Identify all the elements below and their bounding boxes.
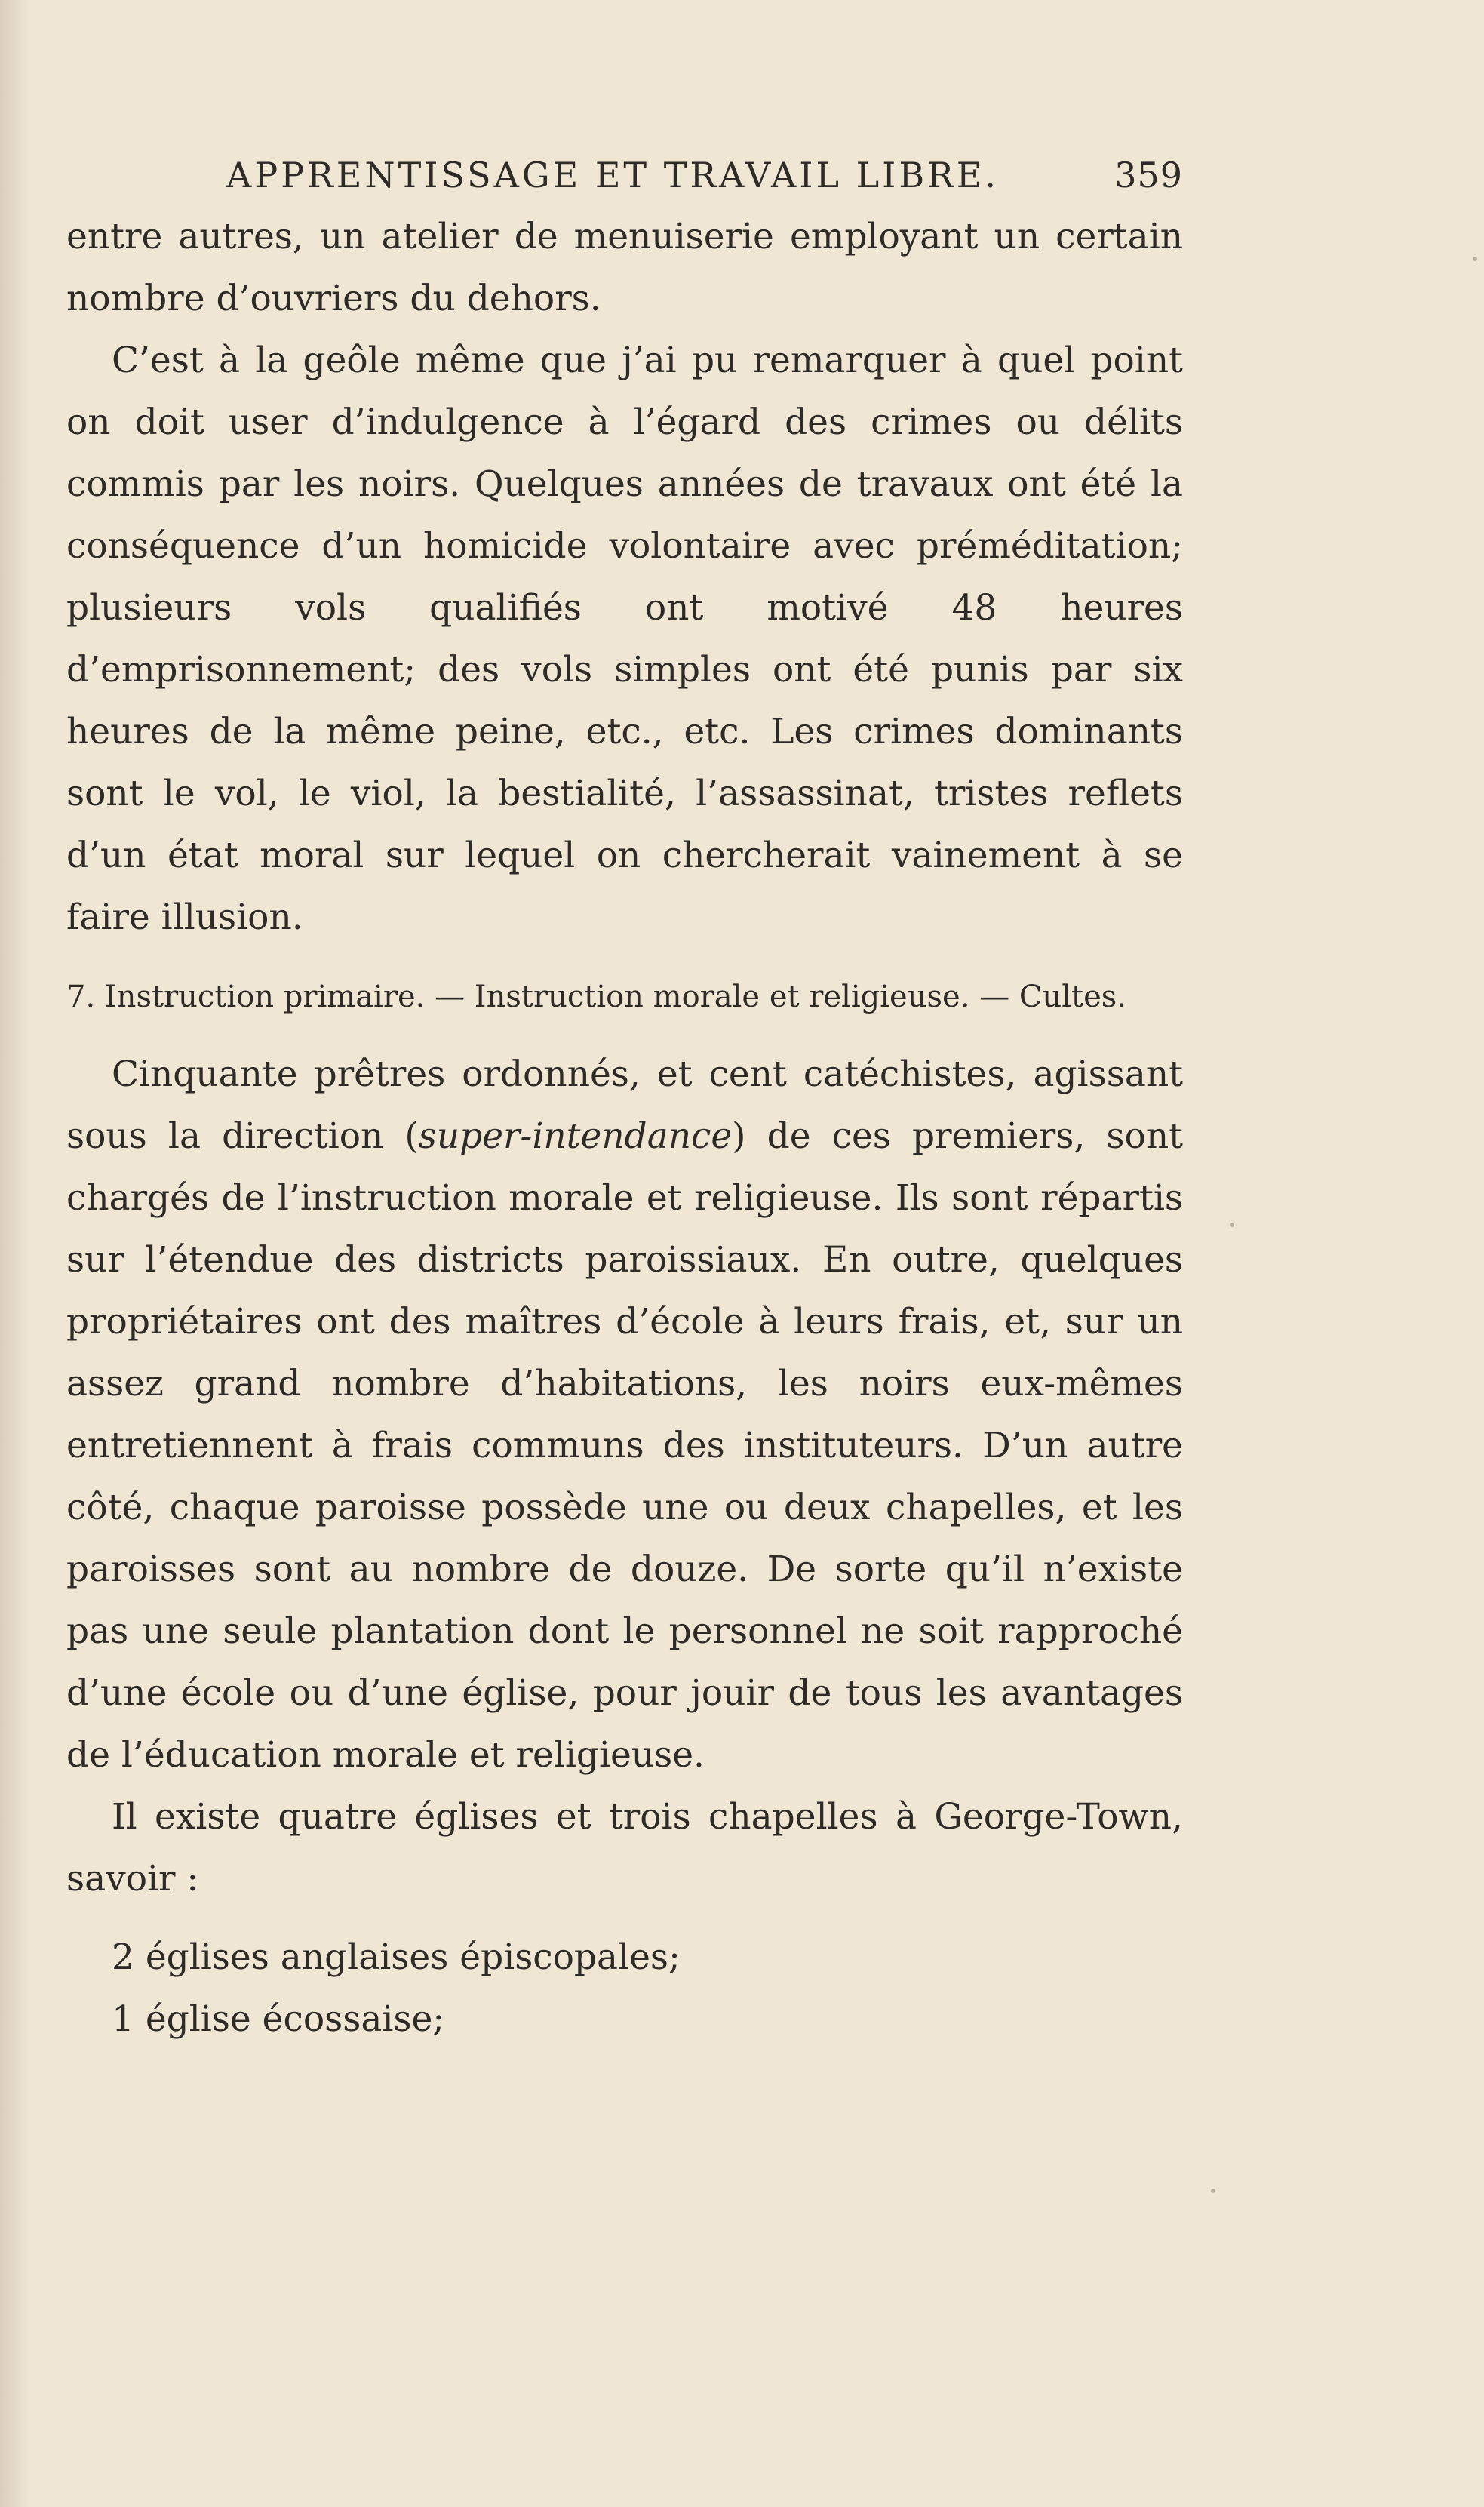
section-heading: 7. Instruction primaire. — Instruction morale et religieuse. — Cultes.	[66, 980, 1126, 1014]
running-head	[66, 147, 1183, 200]
paragraph-prison: C’est à la geôle même que j’ai pu remarquer à quel point on doit user d’indulgence à l’égard des crimes ou délits commis par les noirs. Quelques années de travaux ont été la conséquence d’un homicide volontaire avec préméditation; plusieurs vols qualifiés ont motivé 48 heures d’emprisonnement; des vols simples ont été punis par six heures de la même peine, etc., etc. Les crimes dominants sont le vol, le viol, la bestialité, l’assassinat, tristes reflets d’un état moral sur lequel on chercherait vainement à se faire illusion.	[66, 340, 1183, 938]
page-edge-shadow	[0, 0, 30, 2507]
text-block	[66, 147, 1183, 2050]
list-item: 2 églises anglaises épiscopales;	[112, 1936, 681, 1978]
page-number: 359	[1114, 155, 1183, 195]
list-spacer	[66, 1910, 1183, 1927]
list-item: 1 église écossaise;	[112, 1998, 445, 2040]
paper-speck	[1473, 257, 1477, 261]
paper-speck	[1230, 1223, 1234, 1227]
paragraph-instruction	[66, 1044, 1183, 1786]
paragraph-instruction-end: ) de ces premiers, sont chargés de l’instruction morale et religieuse. Ils sont répartis sur l’étendue des districts paroissiaux. En outre, quelques propriétaires ont des maîtres d’école à leurs frais, et, sur un assez grand nombre d’habitations, les noirs eux-mêmes entretiennent à frais communs des instituteurs. D’un autre côté, chaque paroisse possède une ou deux chapelles, et les paroisses sont au nombre de douze. De sorte qu’il n’existe pas une seule plantation dont le personnel ne soit rapproché d’une école ou d’une église, pour jouir de tous les avantages de l’éducation morale et religieuse.	[66, 1115, 1183, 1776]
paper-speck	[1211, 2189, 1215, 2193]
running-head-title: APPRENTISSAGE ET TRAVAIL LIBRE.	[226, 155, 999, 195]
paragraph-instruction-start: Cinquante prêtres ordonnés, et cent catéchistes, agissant sous la direction (	[66, 1054, 1183, 1157]
paragraph-instruction-italic: super-intendance	[418, 1115, 733, 1157]
paragraph-churches: Il existe quatre églises et trois chapelles à George-Town, savoir :	[66, 1796, 1183, 1899]
paragraph-continuation: entre autres, un atelier de menuiserie employant un certain nombre d’ouvriers du dehors.	[66, 216, 1183, 319]
